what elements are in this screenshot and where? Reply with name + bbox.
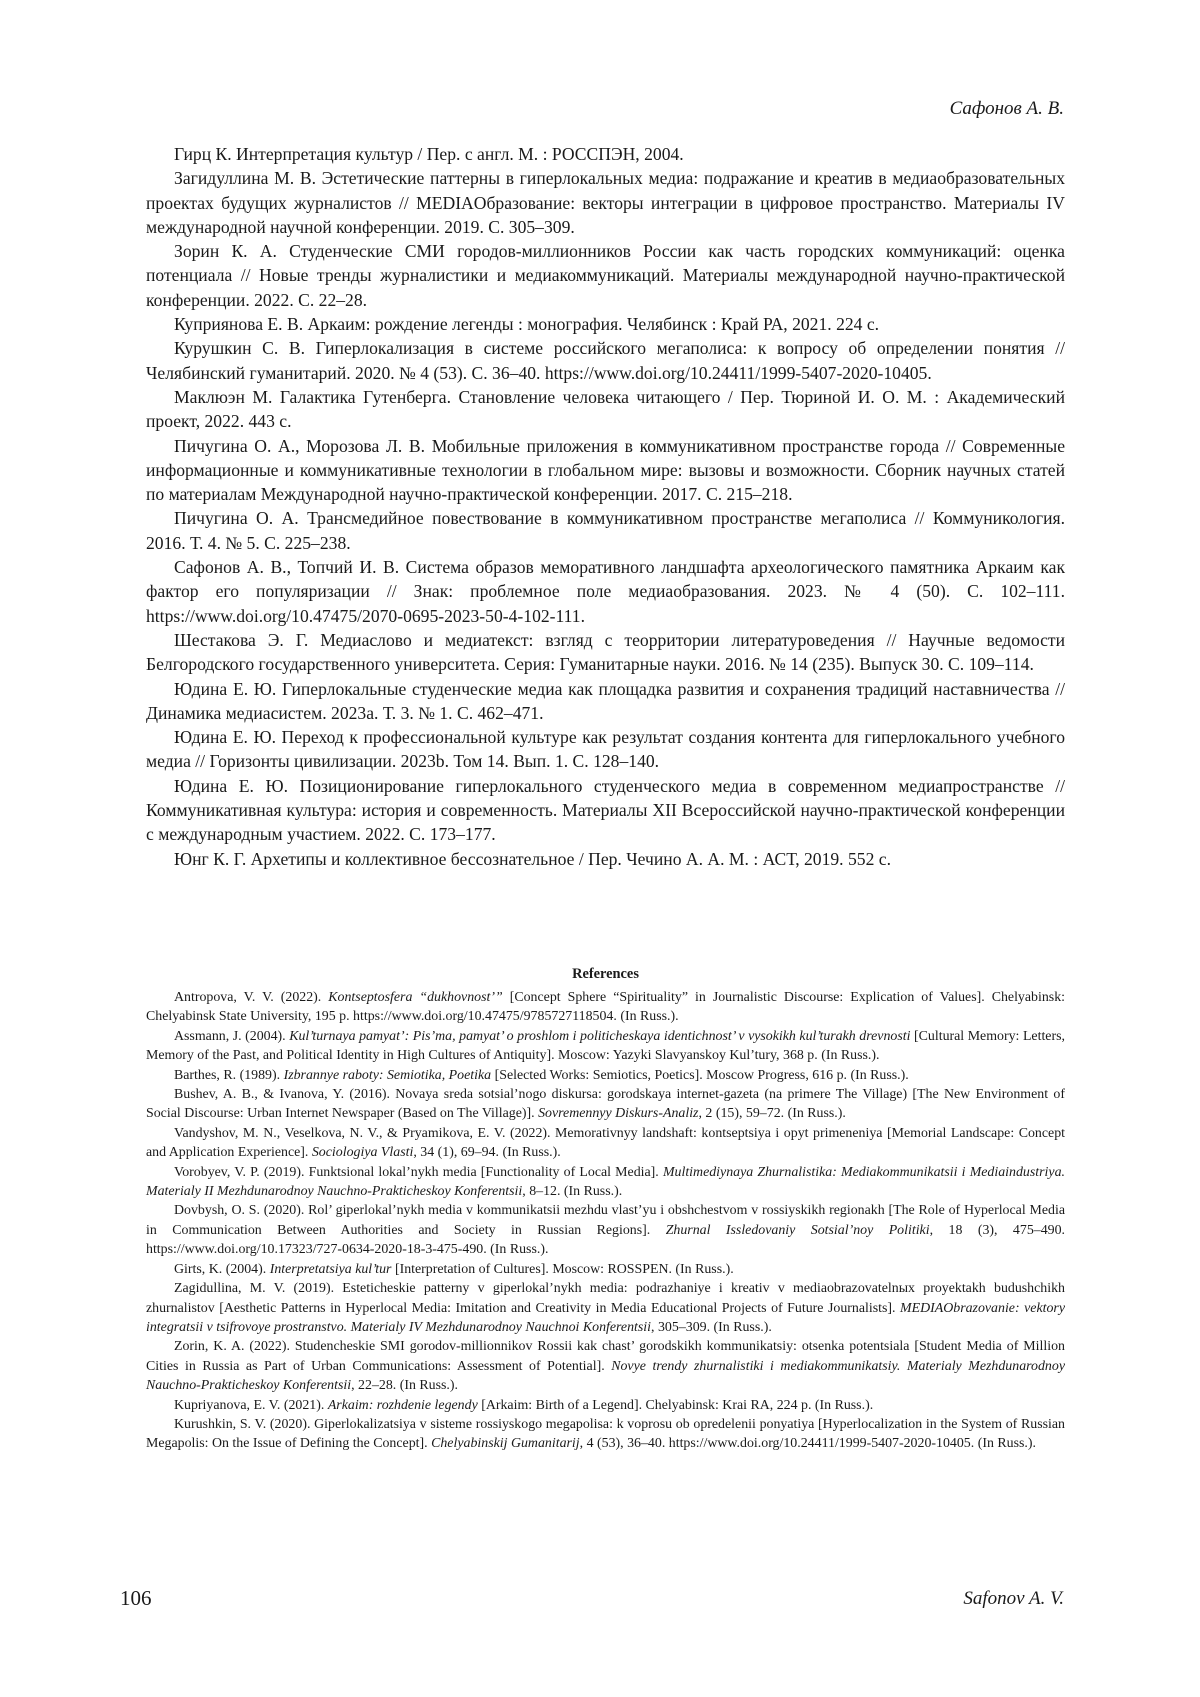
reference-text: Dovbysh, O. S. (2020). Rol’ giperlokal’nykh media v kommunikatsii mezhdu vlast’yu i obshchestvom v rossiyskikh regionakh [The Role of Hyperlocal Media in Communication Between Authorities and Society in Russian Regions].: [146, 1203, 1065, 1238]
running-head: Сафонов А. В.: [949, 98, 1064, 119]
reference-text: Vorobyev, V. P. (2019). Funktsional lokal’nykh media [Functionality of Local Media].: [174, 1164, 663, 1180]
reference-item: Шестакова Э. Г. Медиаслово и медиатекст: взгляд с теорритории литературоведения // Научные ведомости Белгородского государственного университета. Серия: Гуманитарные науки. 2016. № 14 (235). Выпуск 30. С. 109–114.: [146, 629, 1065, 675]
reference-text: , 34 (1), 69–94. (In Russ.).: [413, 1145, 561, 1161]
reference-title: Multimediynaya Zhurnalistika: Mediakommunikatsii i Mediaindustriya. Materialy II Mezhdunarodnoy Nauchno-Prakticheskoy Konferentsii: [146, 1164, 1065, 1200]
reference-text: , 4 (53), 36–40. https://www.doi.org/10.24411/1999-5407-2020-10405. (In Russ.).: [579, 1436, 1036, 1452]
reference-text: Kurushkin, S. V. (2020). Giperlokalizatsiya v sisteme rossiyskogo megapolisa: k voprosu ob opredelenii ponyatiya [Hyperlocalization in the System of Russian Megapolis: On the Issue of Defining the Concept].: [146, 1416, 1065, 1452]
reference-item: Куприянова Е. В. Аркаим: рождение легенды : монография. Челябинск : Край РА, 2021. 224 с.: [174, 314, 880, 335]
reference-title: Zhurnal Issledovaniy Sotsial’noy Politiki: [665, 1222, 930, 1238]
reference-title: Interpretatsiya kul’tur: [269, 1261, 392, 1277]
reference-text: Barthes, R. (1989).: [174, 1067, 284, 1083]
reference-item: Юдина Е. Ю. Переход к профессиональной культуре как результат создания контента для гиперлокального учебного медиа // Горизонты цивилизации. 2023b. Том 14. Вып. 1. С. 128–140.: [146, 727, 1065, 772]
reference-item: [146, 988, 1065, 1027]
reference-item: [146, 1085, 1065, 1124]
reference-text: Antropova, V. V. (2022).: [174, 990, 329, 1005]
reference-item: Курушкин С. В. Гиперлокализация в системе российского мегаполиса: к вопросу об определении понятия // Челябинский гуманитарий. 2020. № 4 (53). С. 36–40. https://www.doi.org/10.24411/1999-5407-2020-10405.: [146, 338, 1065, 383]
reference-text: Girts, K. (2004).: [174, 1261, 270, 1277]
reference-item: [146, 1163, 1065, 1202]
reference-item: Загидуллина М. В. Эстетические паттерны в гиперлокальных медиа: подражание и креатив в медиаобразовательных проектах будущих журналистов // MEDIAОбразование: векторы интеграции в цифровое пространство. Материалы IV международной научной конференции. 2019. С. 305–309.: [146, 168, 1065, 237]
english-references-section: [146, 964, 1065, 1454]
reference-item: [146, 1124, 1065, 1163]
reference-item: [146, 1066, 1065, 1085]
reference-item: [146, 1337, 1065, 1395]
reference-title: Chelyabinskij Gumanitarij: [431, 1436, 580, 1452]
reference-text: [Cultural Memory: Letters, Memory of the Past, and Political Identity in High Cultures of Antiquity]. Moscow: Yazyki Slavyanskoy Kul’tury, 368 p. (In Russ.).: [146, 1028, 1065, 1064]
page-number: 106: [120, 1586, 152, 1610]
reference-item: Пичугина О. А., Морозова Л. В. Мобильные приложения в коммуникативном пространстве города // Современные информационные и коммуникативные технологии в глобальном мире: вызовы и возможности. Сборник научных статей по материалам Международной научно-практической конференции. 2017. С. 215–218.: [146, 435, 1065, 505]
reference-text: Zorin, K. A. (2022). Studencheskie SMI gorodov-millionnikov Rossii kak chast’ gorodskikh kommunikatsiy: otsenka potentsiala [Student Media of Million Cities in Russia as Part of Urban Communications: Assessment of Potential].: [146, 1339, 1065, 1374]
references-heading: References: [572, 966, 639, 982]
reference-item: Зорин К. А. Студенческие СМИ городов-миллионников России как часть городских коммуникаций: оценка потенциала // Новые тренды журналистики и медиакоммуникаций. Материалы международной научно-практической конференции. 2022. С. 22–28.: [146, 241, 1065, 310]
reference-title: Novye trendy zhurnalistiki i mediakommunikatsiy. Materialy Mezhdunarodnoy Nauchno-Prakticheskoy Konferentsii: [146, 1358, 1065, 1394]
reference-item: [146, 1201, 1065, 1259]
reference-item: Юдина Е. Ю. Позиционирование гиперлокального студенческого медиа в современном медиапространстве // Коммуникативная культура: история и современность. Материалы XII Всероссийской научно-практической конференции с международным участием. 2022. С. 173–177.: [146, 775, 1065, 845]
reference-text: , 22–28. (In Russ.).: [351, 1378, 458, 1394]
reference-item: Гирц К. Интерпретация культур / Пер. с англ. М. : РОССПЭН, 2004.: [174, 144, 684, 164]
reference-item: Маклюэн М. Галактика Гутенберга. Становление человека читающего / Пер. Тюриной И. О. М. : Академический проект, 2022. 443 с.: [146, 386, 1065, 432]
reference-text: [Arkaim: Birth of a Legend]. Chelyabinsk: Krai RA, 224 p. (In Russ.).: [477, 1397, 874, 1413]
reference-item: [146, 1260, 1065, 1279]
footer-author: Safonov A. V.: [963, 1588, 1064, 1609]
reference-title: MEDIAObrazovanie: vektory integratsii v tsifrovoye prostranstvo. Materialy IV Mezhdunarodnoy Nauchnoi Konferentsii: [146, 1300, 1065, 1335]
reference-item: Пичугина О. А. Трансмедийное повествование в коммуникативном пространстве мегаполиса // Коммуникология. 2016. Т. 4. № 5. С. 225–238.: [146, 508, 1065, 553]
reference-title: Arkaim: rozhdenie legendy: [327, 1397, 478, 1413]
reference-text: , 2 (15), 59–72. (In Russ.).: [698, 1106, 846, 1122]
reference-item: Юдина Е. Ю. Гиперлокальные студенческие медиа как площадка развития и сохранения традиций наставничества // Динамика медиасистем. 2023а. Т. 3. № 1. С. 462–471.: [146, 678, 1065, 723]
reference-item: [146, 1415, 1065, 1454]
reference-text: [Concept Sphere “Spirituality” in Journalistic Discourse: Explication of Values]. Chelyabinsk: Chelyabinsk State University, 195 p. https://www.doi.org/10.47475/9785727118504. (In Russ.).: [146, 990, 1065, 1025]
reference-title: Kul’turnaya pamyat’: Pis’ma, pamyat’ o proshlom i politicheskaya identichnost’ v vysokikh kul’turakh drevnosti: [289, 1028, 911, 1044]
reference-item: [146, 1027, 1065, 1066]
reference-text: Zagidullina, M. V. (2019). Esteticheskie patterny v giperlokal’nykh media: podrazhaniye i kreativ v mediaobrazovatelnыx proyektakh budushchikh zhurnalistov [Aesthetic Patterns in Hyperlocal Media: Imitation and Creativity in Media Educational Projects of Future Journalists].: [146, 1281, 1065, 1316]
reference-text: Bushev, A. B., & Ivanova, Y. (2016). Novaya sreda sotsial’nogo diskursa: gorodskaya internet-gazeta (na primere The Village) [The New Environment of Social Discourse: Urban Internet Newspaper (Based on The Village)].: [146, 1087, 1065, 1122]
reference-title: Sovremennyy Diskurs-Analiz: [538, 1106, 699, 1122]
reference-text: Kupriyanova, E. V. (2021).: [174, 1397, 328, 1413]
reference-text: [Interpretation of Cultures]. Moscow: ROSSPEN. (In Russ.).: [391, 1261, 734, 1277]
russian-reference-list: [146, 142, 1065, 871]
reference-text: [Selected Works: Semiotics, Poetics]. Moscow Progress, 616 p. (In Russ.).: [491, 1067, 909, 1083]
reference-item: [146, 1279, 1065, 1337]
reference-item: Сафонов А. В., Топчий И. В. Система образов меморативного ландшафта археологического памятника Аркаим как фактор его популяризации // Знак: проблемное поле медиаобразования. 2023. № 4 (50). С. 102–111. https://www.doi.org/10.47475/2070-0695-2023-50-4-102-111.: [146, 557, 1065, 626]
reference-item: Юнг К. Г. Архетипы и коллективное бессознательное / Пер. Чечино А. А. М. : АСТ, 2019. 552 с.: [174, 848, 891, 869]
reference-title: Izbrannye raboty: Semiotika, Poetika: [283, 1067, 492, 1083]
reference-title: Sociologiya Vlasti: [311, 1145, 414, 1161]
reference-text: , 18 (3), 475–490. https://www.doi.org/10.17323/727-0634-2020-18-3-475-490. (In Russ.).: [146, 1222, 1066, 1258]
reference-text: Vandyshov, M. N., Veselkova, N. V., & Pryamikova, E. V. (2022). Memorativnyy landshaft: kontseptsiya i opyt primeneniya [Memorial Landscape: Concept and Application Experience].: [146, 1125, 1065, 1161]
english-reference-list: [146, 988, 1065, 1454]
reference-text: Assmann, J. (2004).: [174, 1028, 290, 1044]
reference-title: Kontseptosfera “dukhovnost’”: [328, 990, 503, 1005]
reference-text: , 8–12. (In Russ.).: [522, 1184, 623, 1200]
reference-item: [146, 1396, 1065, 1415]
reference-text: , 305–309. (In Russ.).: [651, 1319, 772, 1335]
